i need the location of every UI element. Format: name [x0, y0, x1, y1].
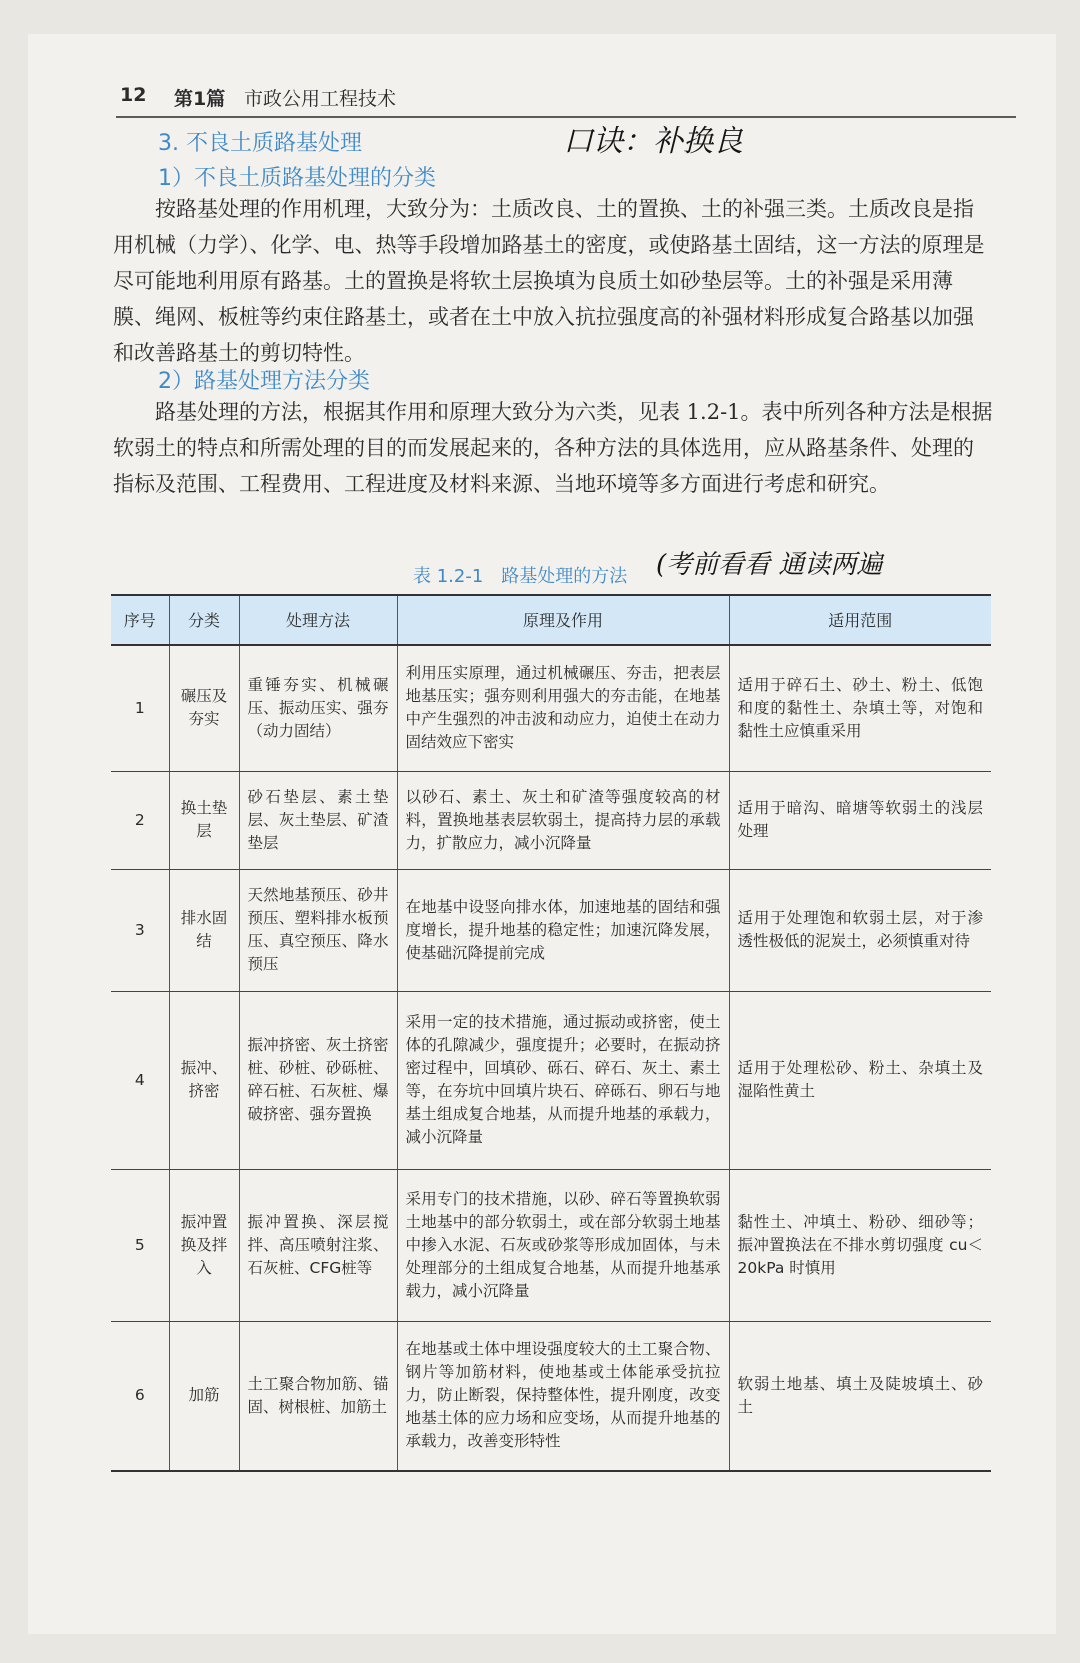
cell-no: 4	[111, 991, 169, 1169]
handwritten-note-mnemonic: 口诀：补换良	[563, 124, 743, 159]
cell-category: 换土垫层	[169, 771, 239, 869]
table-row	[111, 1169, 991, 1321]
cell-no: 3	[111, 869, 169, 991]
cell-method: 天然地基预压、砂井预压、塑料排水板预压、真空预压、降水预压	[239, 869, 397, 991]
cell-principle: 采用专门的技术措施，以砂、碎石等置换软弱土地基中的部分软弱土，或在部分软弱土地基中掺入水泥、石灰或砂浆等形成加固体，与未处理部分的土组成复合地基，从而提升地基承载力，减小沉降量	[397, 1169, 729, 1321]
part-label: 第1篇	[174, 88, 226, 110]
cell-principle: 在地基或土体中埋设强度较大的土工聚合物、钢片等加筋材料，使地基或土体能承受抗拉力，防止断裂，保持整体性，提升刚度，改变地基土体的应力场和应变场，从而提升地基的承载力，改善变形特性	[397, 1321, 729, 1471]
cell-scope: 适用于暗沟、暗塘等软弱土的浅层处理	[729, 771, 991, 869]
page-number: 12	[120, 84, 147, 106]
table-row	[111, 869, 991, 991]
cell-scope: 适用于处理松砂、粉土、杂填土及湿陷性黄土	[729, 991, 991, 1169]
cell-category: 碾压及夯实	[169, 645, 239, 771]
cell-no: 1	[111, 645, 169, 771]
handwritten-note-review: (考前看看 通读两遍	[656, 550, 883, 580]
col-header-principle: 原理及作用	[397, 595, 729, 645]
cell-principle: 在地基中设竖向排水体，加速地基的固结和强度增长，提升地基的稳定性；加速沉降发展，使基础沉降提前完成	[397, 869, 729, 991]
cell-method: 振冲置换、深层搅拌、高压喷射注浆、石灰桩、CFG桩等	[239, 1169, 397, 1321]
cell-category: 振冲、挤密	[169, 991, 239, 1169]
cell-no: 5	[111, 1169, 169, 1321]
table-row	[111, 991, 991, 1169]
cell-method: 重锤夯实、机械碾压、振动压实、强夯（动力固结）	[239, 645, 397, 771]
cell-principle: 以砂石、素土、灰土和矿渣等强度较高的材料，置换地基表层软弱土，提高持力层的承载力，扩散应力，减小沉降量	[397, 771, 729, 869]
book-title: 市政公用工程技术	[244, 88, 397, 110]
table-caption: 表 1.2-1 路基处理的方法	[413, 566, 628, 587]
col-header-scope: 适用范围	[729, 595, 991, 645]
page-header	[116, 72, 1016, 118]
paragraph-2	[113, 394, 993, 502]
cell-scope: 软弱土地基、填土及陡坡填土、砂土	[729, 1321, 991, 1471]
section-title: 3. 不良土质路基处理	[158, 131, 362, 156]
cell-no: 6	[111, 1321, 169, 1471]
cell-method: 振冲挤密、灰土挤密桩、砂桩、砂砾桩、碎石桩、石灰桩、爆破挤密、强夯置换	[239, 991, 397, 1169]
table-row	[111, 771, 991, 869]
cell-scope: 适用于处理饱和软弱土层，对于渗透性极低的泥炭土，必须慎重对待	[729, 869, 991, 991]
cell-category: 振冲置换及拌入	[169, 1169, 239, 1321]
paragraph-2-text: 路基处理的方法，根据其作用和原理大致分为六类，见表 1.2-1。表中所列各种方法是根据软弱土的特点和所需处理的目的而发展起来的，各种方法的具体选用，应从路基条件、处理的指标及范围、工程费用、工程进度及材料来源、当地环境等多方面进行考虑和研究。	[113, 400, 993, 496]
road-treatment-table	[111, 594, 991, 1472]
col-header-no: 序号	[111, 595, 169, 645]
book-page	[28, 34, 1056, 1634]
cell-scope: 适用于碎石土、砂土、粉土、低饱和度的黏性土、杂填土等，对饱和黏性土应慎重采用	[729, 645, 991, 771]
cell-method: 砂石垫层、素土垫层、灰土垫层、矿渣垫层	[239, 771, 397, 869]
table-header-row	[111, 595, 991, 645]
table-row	[111, 645, 991, 771]
cell-category: 排水固结	[169, 869, 239, 991]
subsection-title-2: 2）路基处理方法分类	[158, 369, 370, 394]
paragraph-1	[113, 191, 993, 371]
cell-scope: 黏性土、冲填土、粉砂、细砂等；振冲置换法在不排水剪切强度 cu＜20kPa 时慎用	[729, 1169, 991, 1321]
cell-principle: 利用压实原理，通过机械碾压、夯击，把表层地基压实；强夯则利用强大的夯击能，在地基中产生强烈的冲击波和动应力，迫使土在动力固结效应下密实	[397, 645, 729, 771]
subsection-title-1: 1）不良土质路基处理的分类	[158, 166, 436, 191]
cell-category: 加筋	[169, 1321, 239, 1471]
col-header-category: 分类	[169, 595, 239, 645]
paragraph-1-text: 按路基处理的作用机理，大致分为：土质改良、土的置换、土的补强三类。土质改良是指用机械（力学）、化学、电、热等手段增加路基土的密度，或使路基土固结，这一方法的原理是尽可能地利用原有路基。土的置换是将软土层换填为良质土如砂垫层等。土的补强是采用薄膜、绳网、板桩等约束住路基土，或者在土中放入抗拉强度高的补强材料形成复合路基以加强和改善路基土的剪切特性。	[113, 197, 985, 365]
cell-no: 2	[111, 771, 169, 869]
cell-principle: 采用一定的技术措施，通过振动或挤密，使土体的孔隙减少，强度提升；必要时，在振动挤密过程中，回填砂、砾石、碎石、灰土、素土等，在夯坑中回填片块石、碎砾石、卵石与地基土组成复合地基，从而提升地基的承载力，减小沉降量	[397, 991, 729, 1169]
col-header-method: 处理方法	[239, 595, 397, 645]
cell-method: 土工聚合物加筋、锚固、树根桩、加筋土	[239, 1321, 397, 1471]
table-row	[111, 1321, 991, 1471]
